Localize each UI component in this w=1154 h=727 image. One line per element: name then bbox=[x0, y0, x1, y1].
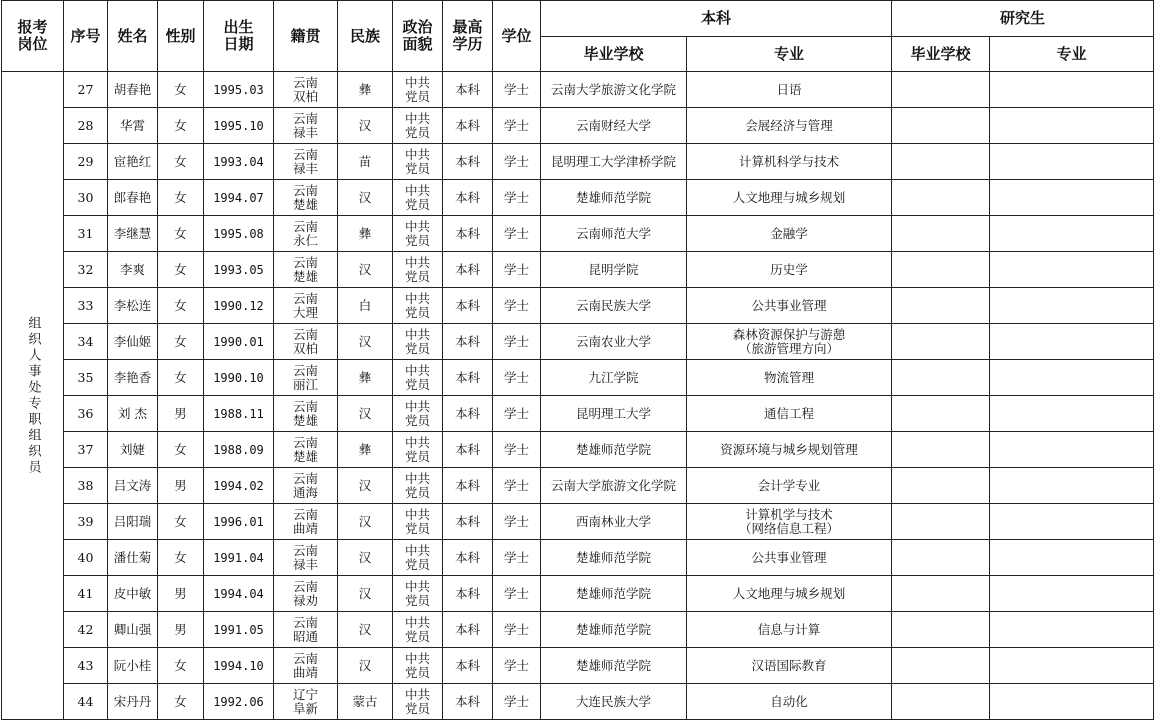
cell-gender: 女 bbox=[158, 288, 204, 324]
cell-seq: 34 bbox=[64, 324, 108, 360]
cell-birth: 1996.01 bbox=[204, 504, 274, 540]
cell-gender: 男 bbox=[158, 576, 204, 612]
cell-political: 中共 党员 bbox=[393, 144, 443, 180]
cell-ug-major: 资源环境与城乡规划管理 bbox=[687, 432, 892, 468]
cell-native: 云南 楚雄 bbox=[274, 396, 338, 432]
cell-ug-school: 云南大学旅游文化学院 bbox=[541, 468, 687, 504]
cell-ug-school: 昆明理工大学 bbox=[541, 396, 687, 432]
cell-seq: 39 bbox=[64, 504, 108, 540]
table-row bbox=[2, 360, 1154, 396]
cell-birth: 1988.11 bbox=[204, 396, 274, 432]
cell-gender: 女 bbox=[158, 108, 204, 144]
header-edu: 最高 学历 bbox=[443, 1, 493, 72]
cell-gender: 女 bbox=[158, 684, 204, 720]
cell-seq: 33 bbox=[64, 288, 108, 324]
cell-gender: 女 bbox=[158, 504, 204, 540]
cell-ug-school: 云南师范大学 bbox=[541, 216, 687, 252]
cell-degree: 学士 bbox=[493, 576, 541, 612]
cell-gender: 女 bbox=[158, 180, 204, 216]
table-row bbox=[2, 108, 1154, 144]
cell-native: 云南 楚雄 bbox=[274, 180, 338, 216]
cell-seq: 29 bbox=[64, 144, 108, 180]
cell-ug-school: 大连民族大学 bbox=[541, 684, 687, 720]
cell-degree: 学士 bbox=[493, 252, 541, 288]
cell-birth: 1993.04 bbox=[204, 144, 274, 180]
cell-political: 中共 党员 bbox=[393, 288, 443, 324]
cell-gr-school bbox=[892, 432, 990, 468]
cell-gender: 女 bbox=[158, 648, 204, 684]
cell-gr-major bbox=[990, 360, 1154, 396]
cell-gender: 女 bbox=[158, 360, 204, 396]
cell-birth: 1994.10 bbox=[204, 648, 274, 684]
cell-gender: 女 bbox=[158, 540, 204, 576]
personnel-table bbox=[1, 0, 1154, 720]
cell-native: 云南 曲靖 bbox=[274, 504, 338, 540]
cell-native: 云南 昭通 bbox=[274, 612, 338, 648]
cell-name: 刘婕 bbox=[108, 432, 158, 468]
cell-edu: 本科 bbox=[443, 288, 493, 324]
cell-degree: 学士 bbox=[493, 360, 541, 396]
cell-edu: 本科 bbox=[443, 684, 493, 720]
cell-native: 云南 禄丰 bbox=[274, 144, 338, 180]
table-row bbox=[2, 324, 1154, 360]
cell-seq: 40 bbox=[64, 540, 108, 576]
cell-birth: 1995.10 bbox=[204, 108, 274, 144]
cell-name: 潘仕菊 bbox=[108, 540, 158, 576]
table-row bbox=[2, 72, 1154, 108]
cell-political: 中共 党员 bbox=[393, 612, 443, 648]
cell-ethnic: 蒙古 bbox=[338, 684, 393, 720]
cell-name: 华霄 bbox=[108, 108, 158, 144]
cell-gr-major bbox=[990, 288, 1154, 324]
cell-seq: 36 bbox=[64, 396, 108, 432]
cell-ug-major: 森林资源保护与游憩 （旅游管理方向） bbox=[687, 324, 892, 360]
cell-gr-major bbox=[990, 468, 1154, 504]
post-label: 组织人事处专职组织员 bbox=[25, 315, 41, 476]
cell-native: 云南 楚雄 bbox=[274, 432, 338, 468]
cell-edu: 本科 bbox=[443, 72, 493, 108]
cell-birth: 1994.02 bbox=[204, 468, 274, 504]
cell-ethnic: 汉 bbox=[338, 504, 393, 540]
cell-degree: 学士 bbox=[493, 648, 541, 684]
cell-gr-major bbox=[990, 216, 1154, 252]
cell-ug-school: 云南大学旅游文化学院 bbox=[541, 72, 687, 108]
cell-gr-major bbox=[990, 648, 1154, 684]
cell-ug-school: 楚雄师范学院 bbox=[541, 180, 687, 216]
cell-degree: 学士 bbox=[493, 72, 541, 108]
cell-name: 皮中敏 bbox=[108, 576, 158, 612]
cell-gr-school bbox=[892, 684, 990, 720]
cell-gr-school bbox=[892, 288, 990, 324]
cell-ug-school: 楚雄师范学院 bbox=[541, 648, 687, 684]
cell-edu: 本科 bbox=[443, 612, 493, 648]
cell-political: 中共 党员 bbox=[393, 504, 443, 540]
cell-seq: 31 bbox=[64, 216, 108, 252]
cell-political: 中共 党员 bbox=[393, 216, 443, 252]
cell-political: 中共 党员 bbox=[393, 540, 443, 576]
cell-ug-major: 信息与计算 bbox=[687, 612, 892, 648]
cell-political: 中共 党员 bbox=[393, 108, 443, 144]
cell-gr-school bbox=[892, 180, 990, 216]
cell-edu: 本科 bbox=[443, 144, 493, 180]
cell-gender: 女 bbox=[158, 216, 204, 252]
cell-native: 云南 双柏 bbox=[274, 72, 338, 108]
header-name: 姓名 bbox=[108, 1, 158, 72]
cell-seq: 35 bbox=[64, 360, 108, 396]
cell-ug-major: 物流管理 bbox=[687, 360, 892, 396]
cell-edu: 本科 bbox=[443, 504, 493, 540]
header-post: 报考 岗位 bbox=[2, 1, 64, 72]
cell-degree: 学士 bbox=[493, 432, 541, 468]
cell-name: 吕文涛 bbox=[108, 468, 158, 504]
cell-birth: 1994.07 bbox=[204, 180, 274, 216]
table-row bbox=[2, 144, 1154, 180]
cell-edu: 本科 bbox=[443, 468, 493, 504]
cell-native: 云南 曲靖 bbox=[274, 648, 338, 684]
cell-gender: 女 bbox=[158, 432, 204, 468]
cell-edu: 本科 bbox=[443, 360, 493, 396]
cell-birth: 1993.05 bbox=[204, 252, 274, 288]
cell-degree: 学士 bbox=[493, 288, 541, 324]
cell-edu: 本科 bbox=[443, 180, 493, 216]
cell-name: 李爽 bbox=[108, 252, 158, 288]
cell-gr-school bbox=[892, 360, 990, 396]
cell-ug-school: 昆明学院 bbox=[541, 252, 687, 288]
cell-seq: 28 bbox=[64, 108, 108, 144]
cell-political: 中共 党员 bbox=[393, 432, 443, 468]
cell-ethnic: 汉 bbox=[338, 648, 393, 684]
cell-gr-major bbox=[990, 396, 1154, 432]
cell-name: 宦艳红 bbox=[108, 144, 158, 180]
cell-degree: 学士 bbox=[493, 216, 541, 252]
cell-degree: 学士 bbox=[493, 540, 541, 576]
cell-seq: 38 bbox=[64, 468, 108, 504]
cell-gender: 男 bbox=[158, 396, 204, 432]
cell-name: 吕阳瑞 bbox=[108, 504, 158, 540]
cell-birth: 1991.05 bbox=[204, 612, 274, 648]
cell-name: 阮小桂 bbox=[108, 648, 158, 684]
cell-gr-major bbox=[990, 576, 1154, 612]
cell-degree: 学士 bbox=[493, 612, 541, 648]
cell-native: 云南 楚雄 bbox=[274, 252, 338, 288]
cell-seq: 41 bbox=[64, 576, 108, 612]
cell-gr-major bbox=[990, 540, 1154, 576]
cell-political: 中共 党员 bbox=[393, 180, 443, 216]
cell-gr-school bbox=[892, 252, 990, 288]
cell-seq: 44 bbox=[64, 684, 108, 720]
cell-gender: 女 bbox=[158, 72, 204, 108]
table-row bbox=[2, 468, 1154, 504]
cell-birth: 1990.01 bbox=[204, 324, 274, 360]
cell-ug-major: 会计学专业 bbox=[687, 468, 892, 504]
cell-ug-school: 楚雄师范学院 bbox=[541, 540, 687, 576]
cell-political: 中共 党员 bbox=[393, 576, 443, 612]
cell-seq: 37 bbox=[64, 432, 108, 468]
cell-name: 李仙姬 bbox=[108, 324, 158, 360]
table-row bbox=[2, 396, 1154, 432]
cell-ug-school: 云南农业大学 bbox=[541, 324, 687, 360]
header-birth: 出生 日期 bbox=[204, 1, 274, 72]
cell-native: 云南 通海 bbox=[274, 468, 338, 504]
cell-ethnic: 汉 bbox=[338, 396, 393, 432]
cell-gr-school bbox=[892, 576, 990, 612]
cell-name: 李松连 bbox=[108, 288, 158, 324]
cell-gr-school bbox=[892, 108, 990, 144]
table-row bbox=[2, 504, 1154, 540]
header-degree: 学位 bbox=[493, 1, 541, 72]
cell-edu: 本科 bbox=[443, 540, 493, 576]
cell-political: 中共 党员 bbox=[393, 648, 443, 684]
cell-ethnic: 彝 bbox=[338, 216, 393, 252]
cell-gr-school bbox=[892, 216, 990, 252]
cell-ug-major: 公共事业管理 bbox=[687, 540, 892, 576]
cell-ug-major: 计算机科学与技术 bbox=[687, 144, 892, 180]
cell-name: 卿山强 bbox=[108, 612, 158, 648]
cell-edu: 本科 bbox=[443, 324, 493, 360]
cell-political: 中共 党员 bbox=[393, 468, 443, 504]
cell-political: 中共 党员 bbox=[393, 684, 443, 720]
cell-ug-major: 人文地理与城乡规划 bbox=[687, 576, 892, 612]
cell-ug-school: 云南民族大学 bbox=[541, 288, 687, 324]
cell-degree: 学士 bbox=[493, 108, 541, 144]
cell-edu: 本科 bbox=[443, 396, 493, 432]
cell-ug-major: 会展经济与管理 bbox=[687, 108, 892, 144]
cell-degree: 学士 bbox=[493, 144, 541, 180]
table-row bbox=[2, 612, 1154, 648]
cell-ethnic: 汉 bbox=[338, 108, 393, 144]
cell-ug-major: 公共事业管理 bbox=[687, 288, 892, 324]
cell-birth: 1994.04 bbox=[204, 576, 274, 612]
header-grad: 研究生 bbox=[892, 1, 1154, 37]
cell-ethnic: 白 bbox=[338, 288, 393, 324]
cell-ethnic: 汉 bbox=[338, 468, 393, 504]
cell-ug-major: 历史学 bbox=[687, 252, 892, 288]
cell-gr-major bbox=[990, 108, 1154, 144]
cell-ug-major: 人文地理与城乡规划 bbox=[687, 180, 892, 216]
cell-edu: 本科 bbox=[443, 648, 493, 684]
cell-native: 云南 双柏 bbox=[274, 324, 338, 360]
cell-gender: 男 bbox=[158, 468, 204, 504]
cell-native: 云南 大理 bbox=[274, 288, 338, 324]
table-row bbox=[2, 216, 1154, 252]
cell-gr-school bbox=[892, 540, 990, 576]
cell-degree: 学士 bbox=[493, 504, 541, 540]
cell-ug-major: 自动化 bbox=[687, 684, 892, 720]
table-row bbox=[2, 576, 1154, 612]
cell-ug-school: 西南林业大学 bbox=[541, 504, 687, 540]
cell-seq: 42 bbox=[64, 612, 108, 648]
cell-ug-major: 汉语国际教育 bbox=[687, 648, 892, 684]
cell-name: 李继慧 bbox=[108, 216, 158, 252]
cell-birth: 1995.03 bbox=[204, 72, 274, 108]
table-row bbox=[2, 432, 1154, 468]
cell-ethnic: 汉 bbox=[338, 540, 393, 576]
cell-edu: 本科 bbox=[443, 216, 493, 252]
cell-name: 李艳香 bbox=[108, 360, 158, 396]
cell-birth: 1990.10 bbox=[204, 360, 274, 396]
cell-seq: 43 bbox=[64, 648, 108, 684]
cell-gender: 女 bbox=[158, 144, 204, 180]
cell-gr-major bbox=[990, 612, 1154, 648]
cell-political: 中共 党员 bbox=[393, 360, 443, 396]
table-row bbox=[2, 684, 1154, 720]
cell-birth: 1991.04 bbox=[204, 540, 274, 576]
cell-birth: 1990.12 bbox=[204, 288, 274, 324]
header-ug-school: 毕业学校 bbox=[541, 37, 687, 72]
cell-gender: 女 bbox=[158, 252, 204, 288]
cell-gr-major bbox=[990, 324, 1154, 360]
cell-gr-major bbox=[990, 432, 1154, 468]
header-native: 籍贯 bbox=[274, 1, 338, 72]
cell-ethnic: 汉 bbox=[338, 576, 393, 612]
cell-ug-school: 云南财经大学 bbox=[541, 108, 687, 144]
cell-birth: 1995.08 bbox=[204, 216, 274, 252]
cell-edu: 本科 bbox=[443, 108, 493, 144]
cell-gender: 女 bbox=[158, 324, 204, 360]
cell-edu: 本科 bbox=[443, 432, 493, 468]
header-gr-major: 专业 bbox=[990, 37, 1154, 72]
cell-degree: 学士 bbox=[493, 396, 541, 432]
cell-ug-school: 楚雄师范学院 bbox=[541, 612, 687, 648]
cell-gr-major bbox=[990, 72, 1154, 108]
table-row bbox=[2, 180, 1154, 216]
post-cell bbox=[2, 72, 64, 720]
cell-name: 胡春艳 bbox=[108, 72, 158, 108]
cell-ug-school: 昆明理工大学津桥学院 bbox=[541, 144, 687, 180]
cell-gr-major bbox=[990, 504, 1154, 540]
cell-edu: 本科 bbox=[443, 576, 493, 612]
cell-gr-school bbox=[892, 648, 990, 684]
cell-ethnic: 汉 bbox=[338, 612, 393, 648]
cell-seq: 30 bbox=[64, 180, 108, 216]
cell-ug-major: 日语 bbox=[687, 72, 892, 108]
cell-degree: 学士 bbox=[493, 180, 541, 216]
table-row bbox=[2, 648, 1154, 684]
cell-seq: 32 bbox=[64, 252, 108, 288]
cell-birth: 1988.09 bbox=[204, 432, 274, 468]
cell-degree: 学士 bbox=[493, 684, 541, 720]
cell-ethnic: 苗 bbox=[338, 144, 393, 180]
header-gr-school: 毕业学校 bbox=[892, 37, 990, 72]
table-row bbox=[2, 252, 1154, 288]
cell-ug-major: 金融学 bbox=[687, 216, 892, 252]
cell-gr-school bbox=[892, 396, 990, 432]
cell-gr-school bbox=[892, 324, 990, 360]
cell-seq: 27 bbox=[64, 72, 108, 108]
cell-ug-major: 通信工程 bbox=[687, 396, 892, 432]
header-political: 政治 面貌 bbox=[393, 1, 443, 72]
cell-native: 云南 禄丰 bbox=[274, 108, 338, 144]
cell-political: 中共 党员 bbox=[393, 324, 443, 360]
cell-ethnic: 彝 bbox=[338, 360, 393, 396]
cell-political: 中共 党员 bbox=[393, 72, 443, 108]
cell-ethnic: 汉 bbox=[338, 180, 393, 216]
cell-gr-school bbox=[892, 468, 990, 504]
cell-gr-school bbox=[892, 504, 990, 540]
cell-native: 云南 禄丰 bbox=[274, 540, 338, 576]
cell-ug-school: 九江学院 bbox=[541, 360, 687, 396]
cell-birth: 1992.06 bbox=[204, 684, 274, 720]
table-row bbox=[2, 288, 1154, 324]
cell-native: 辽宁 阜新 bbox=[274, 684, 338, 720]
header-ug-major: 专业 bbox=[687, 37, 892, 72]
cell-gender: 男 bbox=[158, 612, 204, 648]
cell-ug-school: 楚雄师范学院 bbox=[541, 576, 687, 612]
header-seq: 序号 bbox=[64, 1, 108, 72]
cell-ethnic: 彝 bbox=[338, 72, 393, 108]
cell-gr-school bbox=[892, 144, 990, 180]
cell-ethnic: 汉 bbox=[338, 324, 393, 360]
cell-degree: 学士 bbox=[493, 324, 541, 360]
header-ethnic: 民族 bbox=[338, 1, 393, 72]
cell-native: 云南 永仁 bbox=[274, 216, 338, 252]
cell-political: 中共 党员 bbox=[393, 396, 443, 432]
cell-political: 中共 党员 bbox=[393, 252, 443, 288]
cell-name: 宋丹丹 bbox=[108, 684, 158, 720]
cell-ug-school: 楚雄师范学院 bbox=[541, 432, 687, 468]
cell-native: 云南 禄劝 bbox=[274, 576, 338, 612]
cell-name: 郎春艳 bbox=[108, 180, 158, 216]
cell-degree: 学士 bbox=[493, 468, 541, 504]
cell-gr-school bbox=[892, 612, 990, 648]
cell-ug-major: 计算机学与技术 （网络信息工程） bbox=[687, 504, 892, 540]
header-undergrad: 本科 bbox=[541, 1, 892, 37]
cell-ethnic: 彝 bbox=[338, 432, 393, 468]
cell-name: 刘 杰 bbox=[108, 396, 158, 432]
cell-edu: 本科 bbox=[443, 252, 493, 288]
cell-gr-major bbox=[990, 144, 1154, 180]
cell-gr-major bbox=[990, 252, 1154, 288]
cell-ethnic: 汉 bbox=[338, 252, 393, 288]
table-row bbox=[2, 540, 1154, 576]
cell-gr-major bbox=[990, 180, 1154, 216]
cell-gr-school bbox=[892, 72, 990, 108]
cell-native: 云南 丽江 bbox=[274, 360, 338, 396]
cell-gr-major bbox=[990, 684, 1154, 720]
header-gender: 性别 bbox=[158, 1, 204, 72]
